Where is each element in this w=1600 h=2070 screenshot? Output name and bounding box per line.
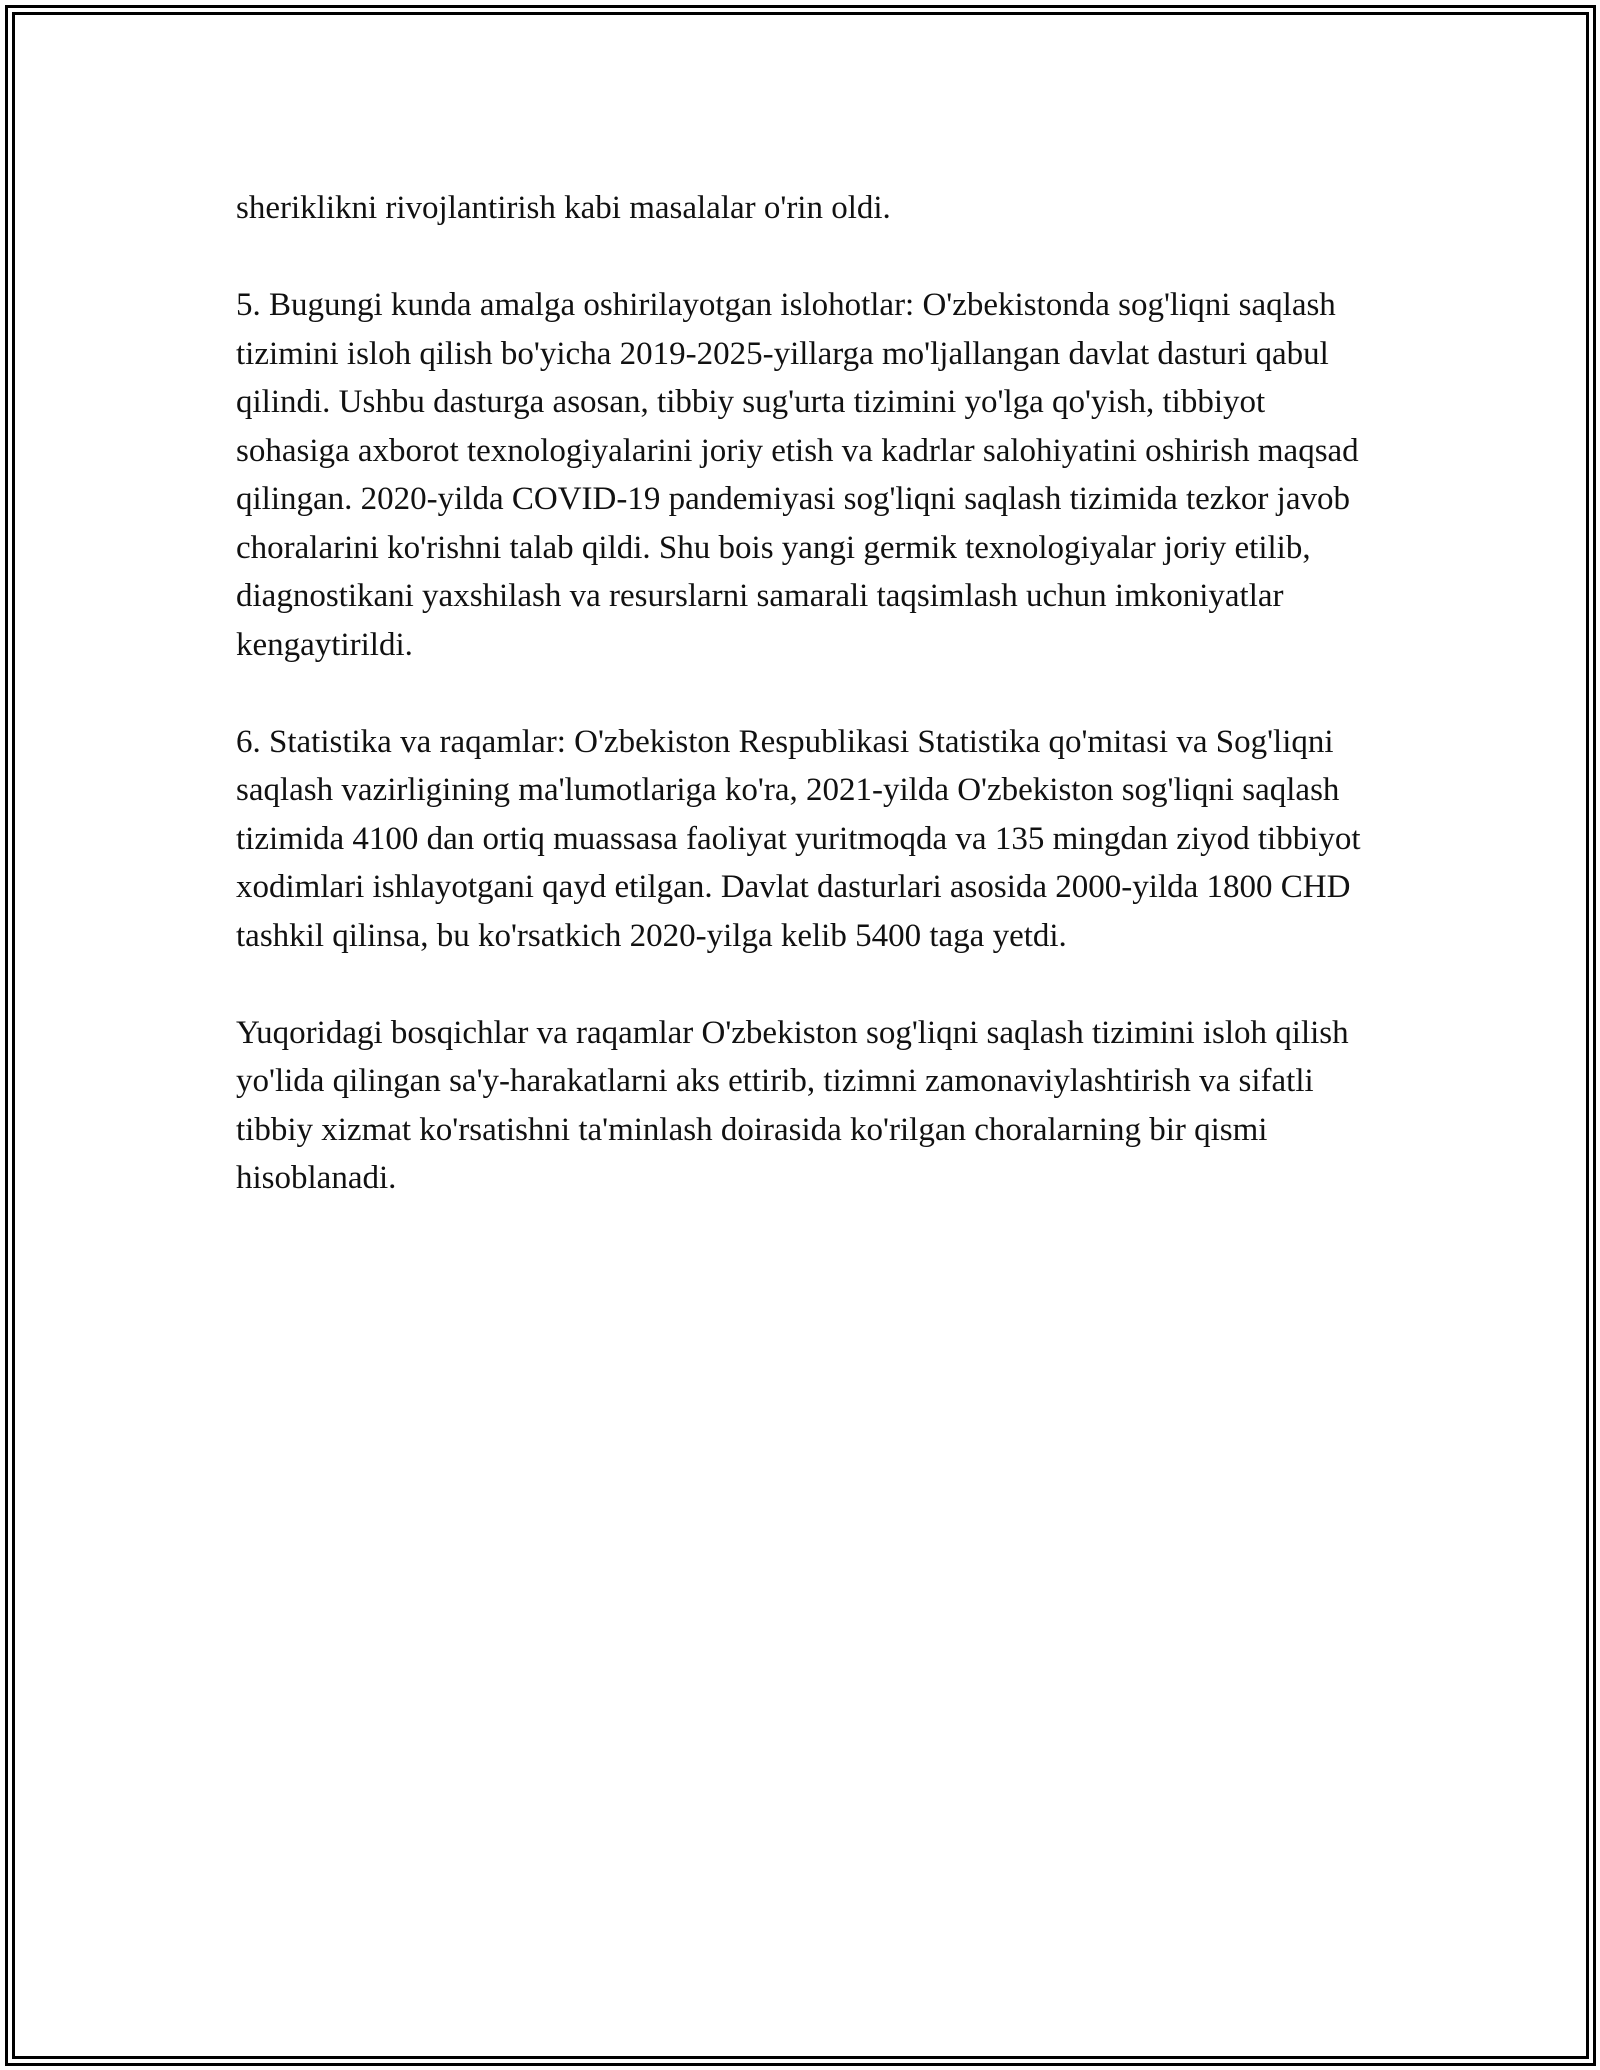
document-body bbox=[236, 184, 1366, 1251]
paragraph-continuation: sheriklikni rivojlantirish kabi masalalar o'rin oldi. bbox=[236, 190, 891, 226]
paragraph-statistics: 6. Statistika va raqamlar: O'zbekiston Respublikasi Statistika qo'mitasi va Sog'liqni saqlash vazirligining ma'lumotlariga ko'ra, 2021-yilda O'zbekiston sog'liqni saqlash tizimida 4100 dan ortiq muassasa faoliyat yuritmoqda va 135 mingdan ziyod tibbiyot xodimlari ishlayotgani qayd etilgan. Davlat dasturlari asosida 2000-yilda 1800 CHD tashkil qilinsa, bu ko'rsatkich 2020-yilga kelib 5400 taga yetdi. bbox=[236, 723, 1361, 954]
paragraph-conclusion: Yuqoridagi bosqichlar va raqamlar O'zbekiston sog'liqni saqlash tizimini isloh qilish yo'lida qilingan sa'y-harakatlarni aks ettirib, tizimni zamonaviylashtirish va sifatli tibbiy xizmat ko'rsatishni ta'minlash doirasida ko'rilgan choralarning bir qismi hisoblanadi. bbox=[236, 1014, 1349, 1196]
paragraph-reforms: 5. Bugungi kunda amalga oshirilayotgan islohotlar: O'zbekistonda sog'liqni saqlash tizimini isloh qilish bo'yicha 2019-2025-yillarga mo'ljallangan davlat dasturi qabul qilindi. Ushbu dasturga asosan, tibbiy sug'urta tizimini yo'lga qo'yish, tibbiyot sohasiga axborot texnologiyalarini joriy etish va kadrlar salohiyatini oshirish maqsad qilingan. 2020-yilda COVID-19 pandemiyasi sog'liqni saqlash tizimida tezkor javob choralarini ko'rishni talab qildi. Shu bois yangi germik texnologiyalar joriy etilib, diagnostikani yaxshilash va resurslarni samarali taqsimlash uchun imkoniyatlar kengaytirildi. bbox=[236, 287, 1359, 663]
